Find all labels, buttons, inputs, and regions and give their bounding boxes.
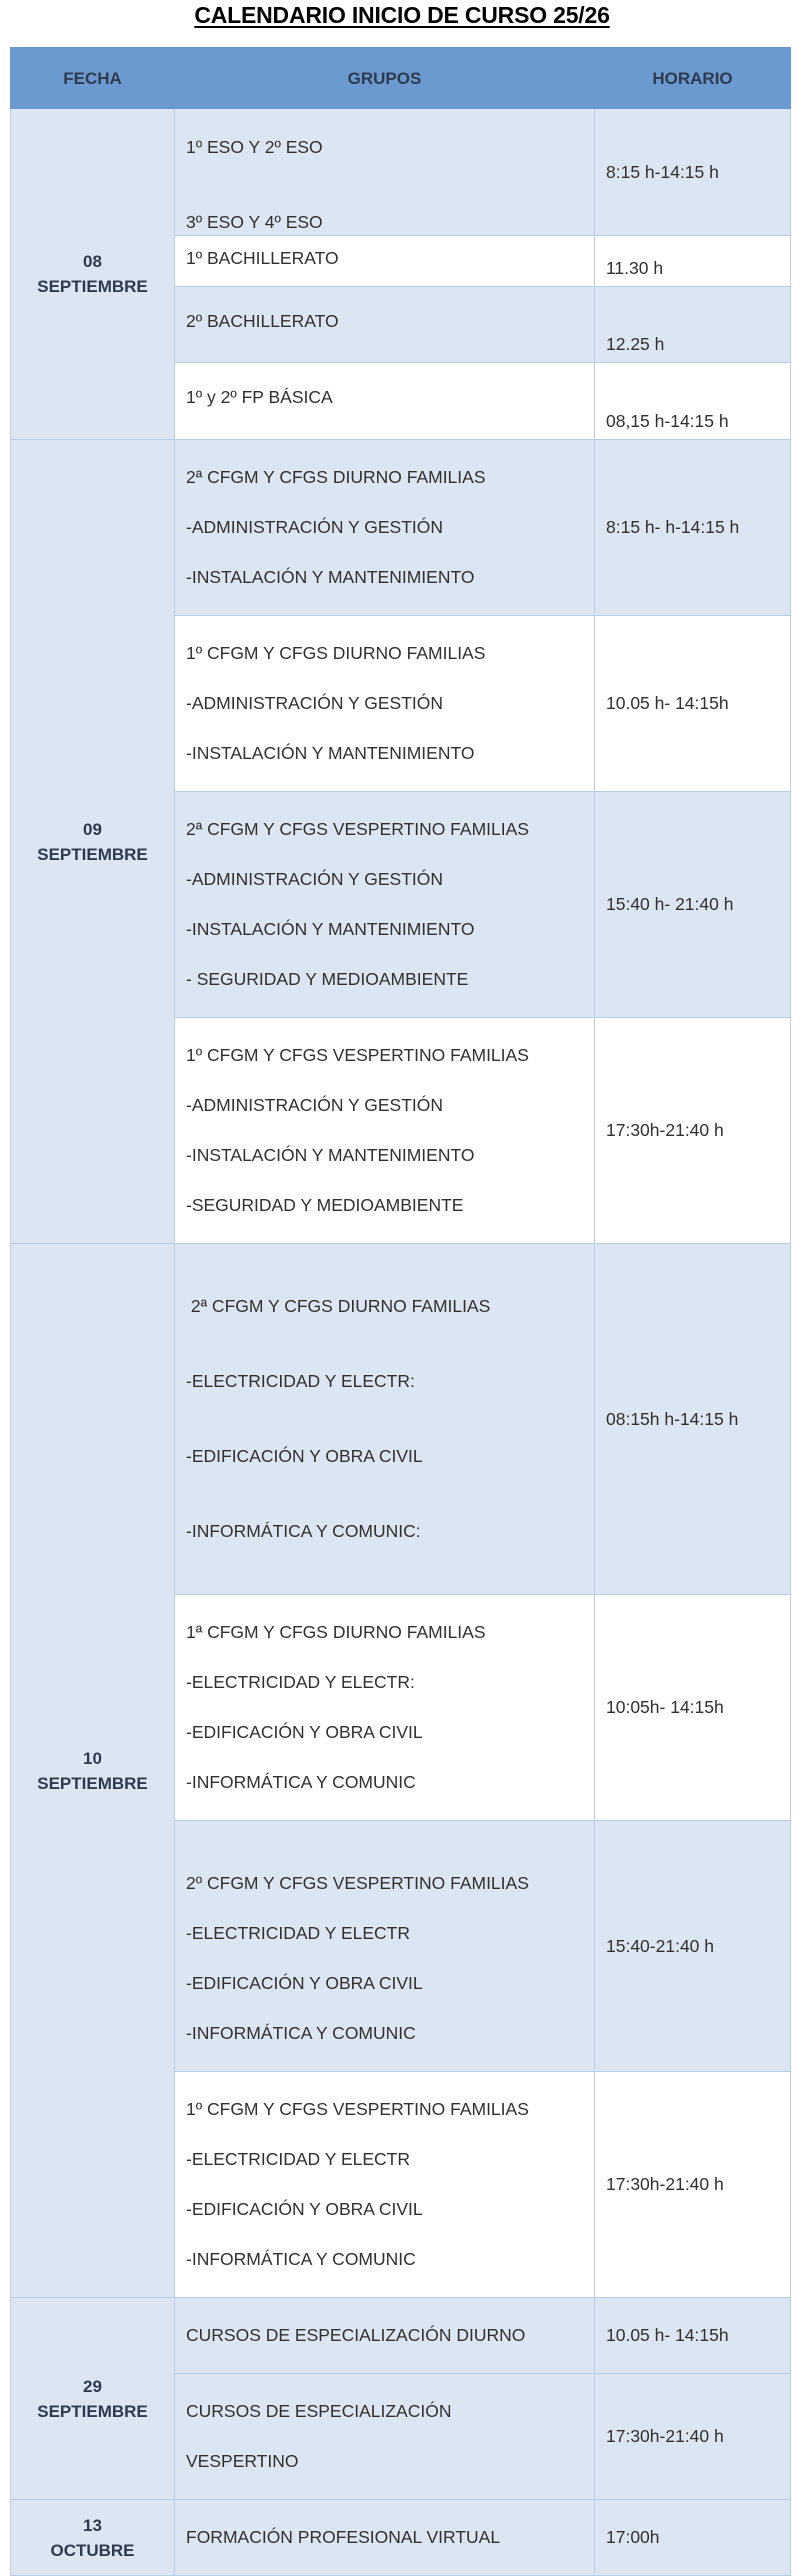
group-line: -EDIFICACIÓN Y OBRA CIVIL [186,1722,423,1742]
group-line: -ELECTRICIDAD Y ELECTR [186,2149,410,2169]
table-row [11,1244,791,1595]
group-line: -INFORMÁTICA Y COMUNIC [186,2023,416,2043]
group-line: 3º ESO Y 4º ESO [186,211,323,232]
date-cell [11,109,175,440]
table-row [11,2500,791,2576]
group-cell [175,2500,595,2576]
group-line: -INSTALACIÓN Y MANTENIMIENTO [186,743,475,763]
group-line: -INFORMÁTICA Y COMUNIC: [186,1521,421,1541]
time-cell: 08:15h h-14:15 h [595,1244,791,1595]
date-day: 13 [83,2515,102,2535]
calendar-table [10,47,791,2576]
header-row [11,48,791,109]
table-row [11,440,791,616]
date-cell [11,1244,175,2298]
group-line: -ELECTRICIDAD Y ELECTR [186,1923,410,1943]
group-line: -INSTALACIÓN Y MANTENIMIENTO [186,1145,475,1165]
group-cell: 1º y 2º FP BÁSICA [175,363,595,440]
group-line: 1º ESO Y 2º ESO [186,136,323,157]
group-cell [175,2298,595,2374]
time-cell: 17:00h [595,2500,791,2576]
group-line: -EDIFICACIÓN Y OBRA CIVIL [186,1973,423,1993]
date-month: OCTUBRE [50,2540,135,2560]
header-fecha: FECHA [11,48,175,109]
date-cell [11,2500,175,2576]
time-cell: 10.05 h- 14:15h [595,616,791,792]
group-line: -ELECTRICIDAD Y ELECTR: [186,1672,415,1692]
table-row [11,109,791,236]
group-line: 2º CFGM Y CFGS VESPERTINO FAMILIAS [186,1873,529,1893]
group-line: -INFORMÁTICA Y COMUNIC [186,1772,416,1792]
date-day: 29 [83,2376,102,2396]
date-month: SEPTIEMBRE [37,1773,148,1793]
group-line: - SEGURIDAD Y MEDIOAMBIENTE [186,969,469,989]
group-cell [175,2374,595,2500]
group-cell: 2º BACHILLERATO [175,287,595,363]
date-month: SEPTIEMBRE [37,2401,148,2421]
group-cell [175,1018,595,1244]
header-grupos: GRUPOS [175,48,595,109]
group-line: -INSTALACIÓN Y MANTENIMIENTO [186,567,475,587]
group-cell [175,440,595,616]
group-line: CURSOS DE ESPECIALIZACIÓN [186,2401,452,2421]
group-line: -INFORMÁTICA Y COMUNIC [186,2249,416,2269]
group-line: 1ª CFGM Y CFGS DIURNO FAMILIAS [186,1622,486,1642]
group-line: -EDIFICACIÓN Y OBRA CIVIL [186,1446,423,1466]
group-line: -ADMINISTRACIÓN Y GESTIÓN [186,1095,444,1115]
date-day: 10 [83,1748,102,1768]
group-line: FORMACIÓN PROFESIONAL VIRTUAL [186,2527,501,2547]
group-cell: 1º BACHILLERATO [175,236,595,287]
header-horario: HORARIO [595,48,791,109]
group-cell [175,1595,595,1821]
group-cell [175,1244,595,1595]
date-month: SEPTIEMBRE [37,277,148,296]
time-cell: 17:30h-21:40 h [595,2374,791,2500]
date-day: 08 [83,252,102,271]
group-cell [175,2072,595,2298]
group-line: -ADMINISTRACIÓN Y GESTIÓN [186,869,444,889]
time-cell: 15:40 h- 21:40 h [595,792,791,1018]
time-cell: 08,15 h-14:15 h [595,363,791,440]
date-cell [11,2298,175,2500]
group-line: -SEGURIDAD Y MEDIOAMBIENTE [186,1195,464,1215]
date-day: 09 [83,819,102,839]
time-cell: 17:30h-21:40 h [595,1018,791,1244]
group-line: CURSOS DE ESPECIALIZACIÓN DIURNO [186,2325,526,2345]
time-cell: 10:05h- 14:15h [595,1595,791,1821]
group-line: -ADMINISTRACIÓN Y GESTIÓN [186,693,444,713]
group-cell [175,792,595,1018]
time-cell: 10.05 h- 14:15h [595,2298,791,2374]
time-cell: 17:30h-21:40 h [595,2072,791,2298]
group-cell [175,616,595,792]
group-line: -INSTALACIÓN Y MANTENIMIENTO [186,919,475,939]
time-cell: 8:15 h-14:15 h [595,109,791,236]
table-row [11,2298,791,2374]
page-title: CALENDARIO INICIO DE CURSO 25/26 [194,2,610,28]
group-line: -EDIFICACIÓN Y OBRA CIVIL [186,2199,423,2219]
time-cell: 8:15 h- h-14:15 h [595,440,791,616]
group-line: 2ª CFGM Y CFGS DIURNO FAMILIAS [186,467,486,487]
time-cell: 15:40-21:40 h [595,1821,791,2072]
group-line: 2ª CFGM Y CFGS DIURNO FAMILIAS [186,1296,491,1316]
time-cell: 11.30 h [595,236,791,287]
group-line: VESPERTINO [186,2451,299,2471]
group-line: 2ª CFGM Y CFGS VESPERTINO FAMILIAS [186,819,529,839]
group-cell [175,109,595,236]
group-line: -ADMINISTRACIÓN Y GESTIÓN [186,517,444,537]
group-line: -ELECTRICIDAD Y ELECTR: [186,1371,415,1391]
group-cell [175,1821,595,2072]
date-cell [11,440,175,1244]
group-line: 1º CFGM Y CFGS VESPERTINO FAMILIAS [186,2099,529,2119]
group-line: 1º CFGM Y CFGS DIURNO FAMILIAS [186,643,486,663]
date-month: SEPTIEMBRE [37,844,148,864]
time-cell: 12.25 h [595,287,791,363]
group-line: 1º CFGM Y CFGS VESPERTINO FAMILIAS [186,1045,529,1065]
